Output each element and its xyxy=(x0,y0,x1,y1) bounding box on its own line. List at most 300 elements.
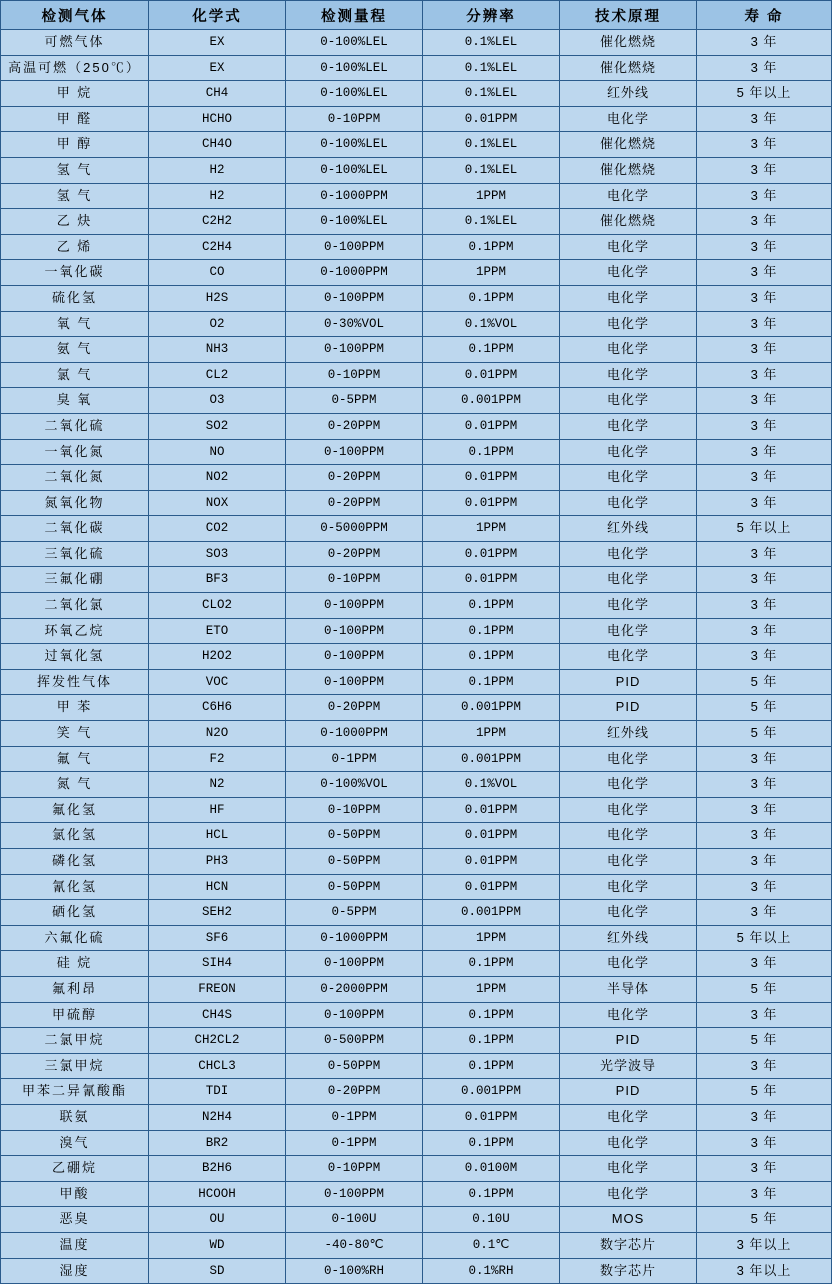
cell-resolution: 0.1%VOL xyxy=(423,311,560,337)
table-header-row xyxy=(1,1,832,30)
table-row xyxy=(1,209,832,235)
cell-principle: 电化学 xyxy=(560,772,697,798)
cell-gas: 甲 苯 xyxy=(1,695,149,721)
cell-range: 0-10PPM xyxy=(286,362,423,388)
cell-principle: 电化学 xyxy=(560,260,697,286)
cell-resolution: 1PPM xyxy=(423,976,560,1002)
cell-gas: 可燃气体 xyxy=(1,30,149,56)
cell-resolution: 0.1PPM xyxy=(423,618,560,644)
cell-range: 0-50PPM xyxy=(286,874,423,900)
cell-resolution: 0.01PPM xyxy=(423,567,560,593)
table-row xyxy=(1,669,832,695)
cell-formula: SD xyxy=(149,1258,286,1284)
table-row xyxy=(1,772,832,798)
cell-lifetime: 3 年 xyxy=(697,1002,832,1028)
cell-lifetime: 3 年 xyxy=(697,644,832,670)
cell-range: 0-5PPM xyxy=(286,900,423,926)
cell-principle: 电化学 xyxy=(560,490,697,516)
cell-formula: CLO2 xyxy=(149,593,286,619)
cell-range: 0-20PPM xyxy=(286,490,423,516)
cell-resolution: 0.1PPM xyxy=(423,951,560,977)
cell-lifetime: 3 年 xyxy=(697,951,832,977)
cell-gas: 二氧化碳 xyxy=(1,516,149,542)
cell-range: 0-50PPM xyxy=(286,849,423,875)
cell-formula: SIH4 xyxy=(149,951,286,977)
cell-lifetime: 3 年 xyxy=(697,1181,832,1207)
table-row xyxy=(1,157,832,183)
cell-range: 0-100PPM xyxy=(286,337,423,363)
cell-resolution: 0.1PPM xyxy=(423,1053,560,1079)
cell-formula: HF xyxy=(149,797,286,823)
cell-principle: 红外线 xyxy=(560,721,697,747)
table-row xyxy=(1,516,832,542)
cell-principle: 数字芯片 xyxy=(560,1258,697,1284)
cell-formula: NOX xyxy=(149,490,286,516)
cell-resolution: 0.01PPM xyxy=(423,490,560,516)
cell-principle: 电化学 xyxy=(560,337,697,363)
cell-lifetime: 5 年 xyxy=(697,721,832,747)
table-row xyxy=(1,1207,832,1233)
cell-formula: NO xyxy=(149,439,286,465)
cell-principle: PID xyxy=(560,695,697,721)
cell-principle: 红外线 xyxy=(560,925,697,951)
cell-resolution: 0.1PPM xyxy=(423,1002,560,1028)
cell-resolution: 0.001PPM xyxy=(423,900,560,926)
cell-range: 0-50PPM xyxy=(286,823,423,849)
cell-formula: HCHO xyxy=(149,106,286,132)
cell-formula: H2O2 xyxy=(149,644,286,670)
cell-principle: PID xyxy=(560,1028,697,1054)
cell-principle: MOS xyxy=(560,1207,697,1233)
cell-lifetime: 5 年 xyxy=(697,1207,832,1233)
column-header-lifetime: 寿 命 xyxy=(697,1,832,30)
cell-resolution: 0.01PPM xyxy=(423,541,560,567)
cell-range: 0-5PPM xyxy=(286,388,423,414)
cell-resolution: 1PPM xyxy=(423,925,560,951)
cell-principle: 电化学 xyxy=(560,1130,697,1156)
column-header-gas: 检测气体 xyxy=(1,1,149,30)
cell-formula: H2 xyxy=(149,157,286,183)
table-row xyxy=(1,593,832,619)
cell-lifetime: 3 年 xyxy=(697,823,832,849)
cell-lifetime: 3 年 xyxy=(697,849,832,875)
column-header-range: 检测量程 xyxy=(286,1,423,30)
cell-range: 0-100PPM xyxy=(286,439,423,465)
cell-gas: 湿度 xyxy=(1,1258,149,1284)
cell-gas: 臭 氧 xyxy=(1,388,149,414)
cell-gas: 硒化氢 xyxy=(1,900,149,926)
cell-principle: 催化燃烧 xyxy=(560,55,697,81)
cell-principle: 电化学 xyxy=(560,951,697,977)
cell-range: 0-1PPM xyxy=(286,1130,423,1156)
cell-range: 0-5000PPM xyxy=(286,516,423,542)
table-row xyxy=(1,1104,832,1130)
cell-lifetime: 3 年 xyxy=(697,209,832,235)
cell-principle: 电化学 xyxy=(560,618,697,644)
cell-gas: 硅 烷 xyxy=(1,951,149,977)
cell-resolution: 0.10U xyxy=(423,1207,560,1233)
table-row xyxy=(1,183,832,209)
cell-lifetime: 3 年 xyxy=(697,1130,832,1156)
cell-formula: WD xyxy=(149,1232,286,1258)
cell-resolution: 0.1PPM xyxy=(423,439,560,465)
cell-range: 0-1000PPM xyxy=(286,260,423,286)
cell-principle: 电化学 xyxy=(560,644,697,670)
cell-resolution: 0.001PPM xyxy=(423,388,560,414)
cell-range: 0-100PPM xyxy=(286,669,423,695)
cell-formula: BF3 xyxy=(149,567,286,593)
cell-resolution: 0.1PPM xyxy=(423,337,560,363)
column-header-principle: 技术原理 xyxy=(560,1,697,30)
cell-lifetime: 3 年 xyxy=(697,1104,832,1130)
cell-formula: CO xyxy=(149,260,286,286)
cell-resolution: 0.01PPM xyxy=(423,823,560,849)
cell-gas: 氢 气 xyxy=(1,183,149,209)
table-row xyxy=(1,413,832,439)
cell-range: 0-100PPM xyxy=(286,618,423,644)
cell-resolution: 1PPM xyxy=(423,260,560,286)
table-row xyxy=(1,1181,832,1207)
cell-gas: 挥发性气体 xyxy=(1,669,149,695)
cell-formula: N2 xyxy=(149,772,286,798)
cell-principle: 电化学 xyxy=(560,823,697,849)
cell-formula: NO2 xyxy=(149,465,286,491)
cell-resolution: 0.1%LEL xyxy=(423,157,560,183)
cell-lifetime: 3 年以上 xyxy=(697,1232,832,1258)
cell-range: 0-100%LEL xyxy=(286,132,423,158)
table-header xyxy=(1,1,832,30)
cell-formula: PH3 xyxy=(149,849,286,875)
table-row xyxy=(1,1053,832,1079)
cell-principle: 电化学 xyxy=(560,413,697,439)
cell-formula: B2H6 xyxy=(149,1156,286,1182)
cell-range: 0-1000PPM xyxy=(286,183,423,209)
cell-lifetime: 3 年 xyxy=(697,874,832,900)
cell-formula: HCOOH xyxy=(149,1181,286,1207)
cell-lifetime: 5 年以上 xyxy=(697,925,832,951)
cell-gas: 氟化氢 xyxy=(1,797,149,823)
cell-principle: 半导体 xyxy=(560,976,697,1002)
cell-range: 0-100%LEL xyxy=(286,55,423,81)
cell-principle: 电化学 xyxy=(560,1002,697,1028)
cell-gas: 氟利昂 xyxy=(1,976,149,1002)
cell-gas: 氟 气 xyxy=(1,746,149,772)
table-row xyxy=(1,695,832,721)
cell-resolution: 0.1PPM xyxy=(423,669,560,695)
cell-gas: 甲硫醇 xyxy=(1,1002,149,1028)
cell-gas: 温度 xyxy=(1,1232,149,1258)
cell-lifetime: 5 年以上 xyxy=(697,81,832,107)
cell-formula: BR2 xyxy=(149,1130,286,1156)
cell-formula: O3 xyxy=(149,388,286,414)
table-row xyxy=(1,797,832,823)
cell-formula: HCL xyxy=(149,823,286,849)
cell-gas: 氯 气 xyxy=(1,362,149,388)
cell-formula: C2H4 xyxy=(149,234,286,260)
cell-principle: 电化学 xyxy=(560,541,697,567)
cell-resolution: 0.1%LEL xyxy=(423,209,560,235)
cell-gas: 乙硼烷 xyxy=(1,1156,149,1182)
table-row xyxy=(1,1079,832,1105)
cell-range: 0-20PPM xyxy=(286,1079,423,1105)
cell-formula: C2H2 xyxy=(149,209,286,235)
cell-range: 0-100%LEL xyxy=(286,157,423,183)
cell-formula: CH4O xyxy=(149,132,286,158)
cell-gas: 一氧化氮 xyxy=(1,439,149,465)
cell-principle: 电化学 xyxy=(560,465,697,491)
table-row xyxy=(1,925,832,951)
table-row xyxy=(1,1002,832,1028)
cell-formula: H2S xyxy=(149,285,286,311)
cell-lifetime: 5 年以上 xyxy=(697,516,832,542)
cell-resolution: 0.1%RH xyxy=(423,1258,560,1284)
cell-range: 0-100U xyxy=(286,1207,423,1233)
cell-lifetime: 3 年 xyxy=(697,900,832,926)
cell-gas: 三氧化硫 xyxy=(1,541,149,567)
cell-formula: CL2 xyxy=(149,362,286,388)
cell-lifetime: 3 年 xyxy=(697,772,832,798)
cell-range: 0-500PPM xyxy=(286,1028,423,1054)
cell-lifetime: 3 年 xyxy=(697,1156,832,1182)
cell-gas: 三氯甲烷 xyxy=(1,1053,149,1079)
cell-resolution: 1PPM xyxy=(423,721,560,747)
cell-gas: 二氧化氮 xyxy=(1,465,149,491)
cell-formula: NH3 xyxy=(149,337,286,363)
cell-principle: 电化学 xyxy=(560,439,697,465)
cell-gas: 环氧乙烷 xyxy=(1,618,149,644)
cell-formula: SO3 xyxy=(149,541,286,567)
table-row xyxy=(1,874,832,900)
cell-range: 0-30%VOL xyxy=(286,311,423,337)
cell-lifetime: 3 年 xyxy=(697,337,832,363)
cell-lifetime: 3 年 xyxy=(697,132,832,158)
cell-gas: 甲 醛 xyxy=(1,106,149,132)
cell-gas: 氯化氢 xyxy=(1,823,149,849)
table-row xyxy=(1,951,832,977)
cell-lifetime: 3 年 xyxy=(697,413,832,439)
cell-range: 0-100%RH xyxy=(286,1258,423,1284)
table-row xyxy=(1,644,832,670)
cell-lifetime: 3 年 xyxy=(697,439,832,465)
cell-lifetime: 3 年 xyxy=(697,465,832,491)
cell-principle: 红外线 xyxy=(560,516,697,542)
cell-gas: 磷化氢 xyxy=(1,849,149,875)
cell-lifetime: 5 年 xyxy=(697,1079,832,1105)
cell-lifetime: 3 年 xyxy=(697,260,832,286)
cell-gas: 一氧化碳 xyxy=(1,260,149,286)
table-row xyxy=(1,567,832,593)
cell-principle: 电化学 xyxy=(560,285,697,311)
cell-resolution: 0.1℃ xyxy=(423,1232,560,1258)
cell-range: -40-80℃ xyxy=(286,1232,423,1258)
cell-lifetime: 3 年 xyxy=(697,797,832,823)
cell-principle: 电化学 xyxy=(560,593,697,619)
cell-range: 0-10PPM xyxy=(286,1156,423,1182)
cell-gas: 甲苯二异氰酸酯 xyxy=(1,1079,149,1105)
table-row xyxy=(1,311,832,337)
cell-lifetime: 3 年 xyxy=(697,30,832,56)
table-row xyxy=(1,1258,832,1284)
cell-principle: 电化学 xyxy=(560,234,697,260)
cell-principle: 光学波导 xyxy=(560,1053,697,1079)
table-row xyxy=(1,900,832,926)
table-row xyxy=(1,1130,832,1156)
table-row xyxy=(1,1156,832,1182)
cell-principle: 电化学 xyxy=(560,1104,697,1130)
cell-gas: 联氨 xyxy=(1,1104,149,1130)
cell-lifetime: 3 年 xyxy=(697,567,832,593)
cell-resolution: 0.01PPM xyxy=(423,465,560,491)
table-row xyxy=(1,132,832,158)
cell-resolution: 0.01PPM xyxy=(423,362,560,388)
cell-gas: 六氟化硫 xyxy=(1,925,149,951)
cell-formula: OU xyxy=(149,1207,286,1233)
cell-resolution: 1PPM xyxy=(423,183,560,209)
cell-range: 0-20PPM xyxy=(286,541,423,567)
cell-lifetime: 3 年 xyxy=(697,490,832,516)
cell-principle: 电化学 xyxy=(560,1156,697,1182)
cell-range: 0-1000PPM xyxy=(286,721,423,747)
table-body xyxy=(1,30,832,1284)
cell-resolution: 0.1%VOL xyxy=(423,772,560,798)
cell-formula: EX xyxy=(149,55,286,81)
cell-range: 0-50PPM xyxy=(286,1053,423,1079)
cell-principle: 电化学 xyxy=(560,183,697,209)
cell-range: 0-20PPM xyxy=(286,695,423,721)
cell-range: 0-100PPM xyxy=(286,234,423,260)
table-row xyxy=(1,234,832,260)
table-row xyxy=(1,30,832,56)
cell-resolution: 0.01PPM xyxy=(423,797,560,823)
cell-lifetime: 3 年 xyxy=(697,362,832,388)
cell-gas: 氰化氢 xyxy=(1,874,149,900)
cell-principle: 电化学 xyxy=(560,746,697,772)
cell-principle: 电化学 xyxy=(560,874,697,900)
cell-gas: 二氯甲烷 xyxy=(1,1028,149,1054)
cell-principle: 催化燃烧 xyxy=(560,30,697,56)
cell-lifetime: 3 年 xyxy=(697,234,832,260)
cell-lifetime: 5 年 xyxy=(697,976,832,1002)
cell-gas: 笑 气 xyxy=(1,721,149,747)
cell-principle: 催化燃烧 xyxy=(560,209,697,235)
cell-principle: 催化燃烧 xyxy=(560,132,697,158)
cell-lifetime: 3 年 xyxy=(697,183,832,209)
cell-resolution: 0.001PPM xyxy=(423,695,560,721)
cell-formula: FREON xyxy=(149,976,286,1002)
cell-principle: PID xyxy=(560,669,697,695)
cell-gas: 甲 醇 xyxy=(1,132,149,158)
cell-gas: 氢 气 xyxy=(1,157,149,183)
cell-lifetime: 3 年 xyxy=(697,157,832,183)
cell-principle: 电化学 xyxy=(560,388,697,414)
cell-gas: 氮 气 xyxy=(1,772,149,798)
cell-resolution: 0.1%LEL xyxy=(423,30,560,56)
cell-range: 0-1000PPM xyxy=(286,925,423,951)
cell-principle: 电化学 xyxy=(560,849,697,875)
table-row xyxy=(1,106,832,132)
cell-resolution: 0.1%LEL xyxy=(423,55,560,81)
cell-gas: 甲酸 xyxy=(1,1181,149,1207)
cell-gas: 过氧化氢 xyxy=(1,644,149,670)
table-row xyxy=(1,465,832,491)
cell-principle: 数字芯片 xyxy=(560,1232,697,1258)
cell-gas: 高温可燃（250℃） xyxy=(1,55,149,81)
cell-formula: CHCL3 xyxy=(149,1053,286,1079)
cell-formula: C6H6 xyxy=(149,695,286,721)
cell-gas: 乙 烯 xyxy=(1,234,149,260)
cell-gas: 硫化氢 xyxy=(1,285,149,311)
cell-lifetime: 5 年 xyxy=(697,669,832,695)
table-row xyxy=(1,1028,832,1054)
cell-principle: 电化学 xyxy=(560,362,697,388)
cell-lifetime: 3 年 xyxy=(697,55,832,81)
cell-range: 0-1PPM xyxy=(286,1104,423,1130)
cell-range: 0-100%LEL xyxy=(286,209,423,235)
cell-range: 0-10PPM xyxy=(286,797,423,823)
cell-resolution: 0.1PPM xyxy=(423,593,560,619)
cell-gas: 乙 炔 xyxy=(1,209,149,235)
table-row xyxy=(1,55,832,81)
cell-range: 0-100PPM xyxy=(286,1002,423,1028)
cell-range: 0-10PPM xyxy=(286,106,423,132)
table-row xyxy=(1,1232,832,1258)
table-row xyxy=(1,285,832,311)
cell-principle: 电化学 xyxy=(560,567,697,593)
cell-principle: 电化学 xyxy=(560,106,697,132)
cell-resolution: 0.01PPM xyxy=(423,874,560,900)
table-row xyxy=(1,823,832,849)
table-row xyxy=(1,81,832,107)
cell-range: 0-10PPM xyxy=(286,567,423,593)
cell-range: 0-20PPM xyxy=(286,465,423,491)
cell-formula: CH2CL2 xyxy=(149,1028,286,1054)
cell-lifetime: 5 年 xyxy=(697,1028,832,1054)
cell-formula: CH4S xyxy=(149,1002,286,1028)
cell-range: 0-2000PPM xyxy=(286,976,423,1002)
cell-lifetime: 3 年 xyxy=(697,285,832,311)
cell-formula: TDI xyxy=(149,1079,286,1105)
cell-resolution: 0.0100M xyxy=(423,1156,560,1182)
cell-gas: 二氧化氯 xyxy=(1,593,149,619)
table-row xyxy=(1,337,832,363)
table-row xyxy=(1,362,832,388)
table-row xyxy=(1,721,832,747)
table-row xyxy=(1,976,832,1002)
cell-lifetime: 3 年以上 xyxy=(697,1258,832,1284)
cell-range: 0-100PPM xyxy=(286,593,423,619)
cell-principle: 催化燃烧 xyxy=(560,157,697,183)
cell-formula: F2 xyxy=(149,746,286,772)
cell-formula: SO2 xyxy=(149,413,286,439)
cell-resolution: 0.1PPM xyxy=(423,1181,560,1207)
cell-range: 0-20PPM xyxy=(286,413,423,439)
cell-formula: N2H4 xyxy=(149,1104,286,1130)
cell-lifetime: 3 年 xyxy=(697,388,832,414)
cell-lifetime: 3 年 xyxy=(697,618,832,644)
cell-resolution: 0.1PPM xyxy=(423,285,560,311)
column-header-formula: 化学式 xyxy=(149,1,286,30)
cell-formula: HCN xyxy=(149,874,286,900)
cell-range: 0-100PPM xyxy=(286,285,423,311)
cell-formula: O2 xyxy=(149,311,286,337)
table-row xyxy=(1,541,832,567)
cell-resolution: 0.1%LEL xyxy=(423,132,560,158)
cell-range: 0-100%LEL xyxy=(286,30,423,56)
cell-lifetime: 3 年 xyxy=(697,593,832,619)
table-row xyxy=(1,439,832,465)
table-row xyxy=(1,490,832,516)
cell-range: 0-100%LEL xyxy=(286,81,423,107)
